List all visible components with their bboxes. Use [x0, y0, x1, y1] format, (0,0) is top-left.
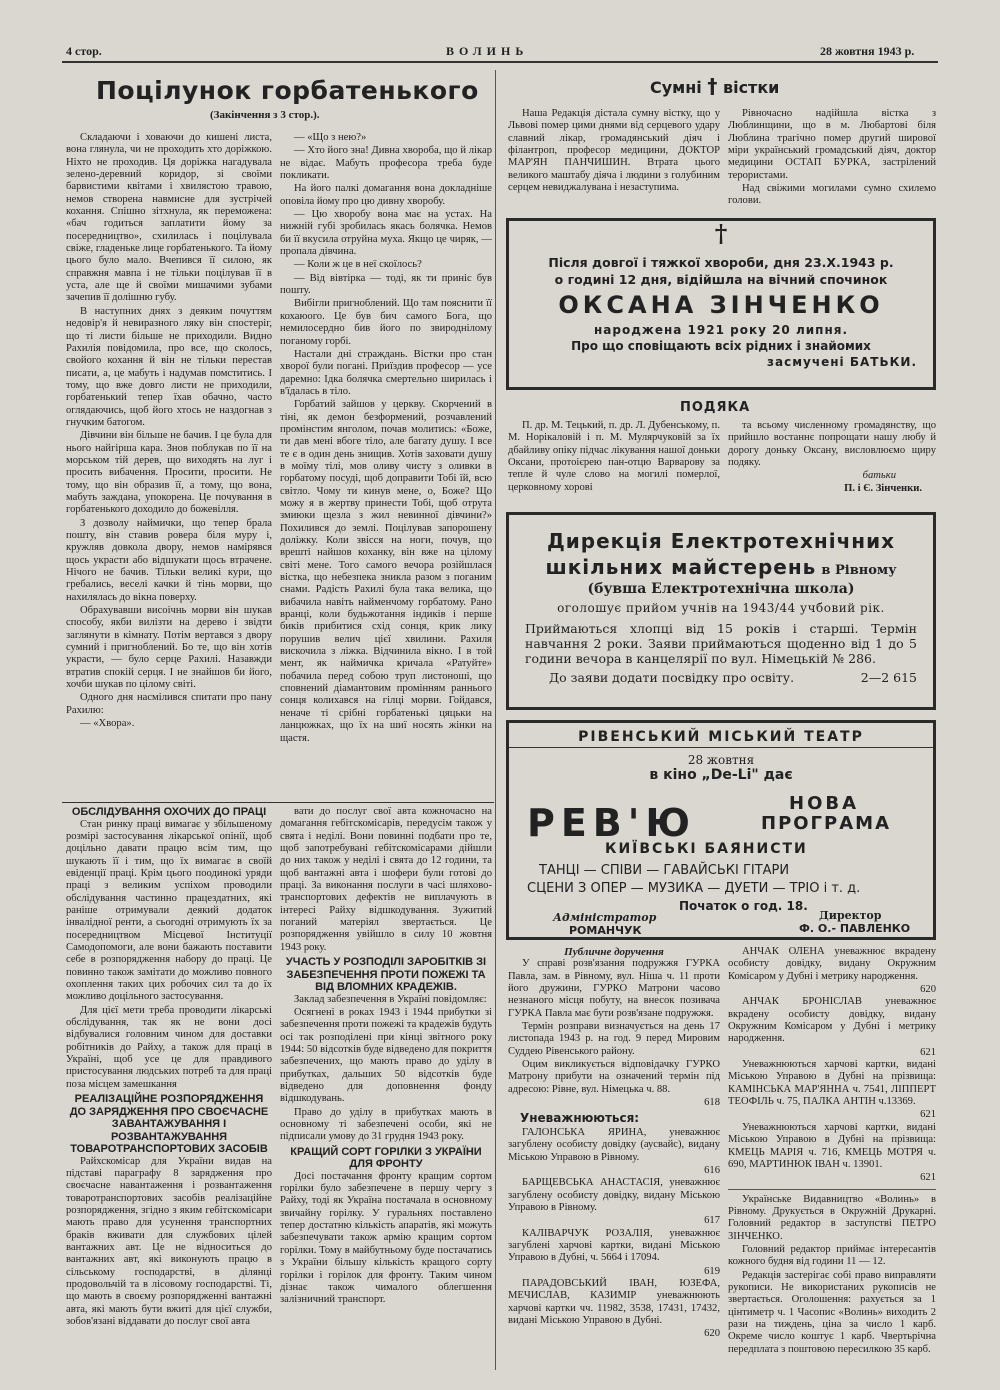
paragraph: вати до послуг свої авта кожночасно на домагання гебітскомісарів, передусім також у свята і неділі. Вони повинні подбати про те, щоб запотребувані гебітскомісарами дійшли до них також у неділі і свята до 12 години, та щоб вантажні авта і шофери були готові до праці. За виконання послуги в часі шляхово-транспортових дефектів не виплачують в інтересі Райху відшкодування. Зужитий поганий матеріял звертається. Це розпорядження увійшло в силу 10 жовтня 1943 року.: [280, 806, 492, 953]
paragraph: Дівчини він більше не бачив. І це була для нього найгірша кара. Знов поблукав по її на морськом тій дерев, що виходять на луг і просить вибачення. Просити, просити. Не тому, що він образив її, а тому, що вона, мабуть заждана, упокорена. Це почування в горбатенького доходило до божевілля.: [66, 430, 272, 516]
notices-column: Публичне доручення У справі розв'язання подружжя ГУРКА Павла, зам. в Рівному, вул. Ніша ч. 11 проти його дружини, ГУРКО Матрони часово незнаного місця побуту, на внесок позивача ГУРКА Павла має бути розв'язане подружжя. Термін розправи визначується на день 17 листопада 1943 р. на год. 9 перед Мировим Суддею Рівенського району. Оцим викликується відповідачку ГУРКО Матрону прибути на означений термін під адресою: Рівне, вул. Німецька ч. 88. 618 Уневажнюються: ГАЛОНСЬКА ЯРИНА, уневажнює загублену особисту довідку (аусвайс), видану Міською Управою в Рівному. 616 БАРЩЕВСЬКА АНАСТАСІЯ, уневажнює загублену особисту довідку, видану Міською Управою в Рівному. 617 КАЛІВАРЧУК РОЗАЛІЯ, уневажнює загублені харчові картки, видані Міською Управою в Дубні, ч. 5664 і 17094. 619 ПАРАДОВСЬКИЙ ІВАН, ЮЗЕФА, МЕЧИСЛАВ, КАЗИМІР уневажнюють харчові картки чч. 11982, 3538, 17431, 17432, видані Міською Управою в Дубні. 620: [508, 946, 720, 1340]
notice-code: 617: [704, 1215, 720, 1227]
page-number: 4 стор.: [66, 44, 102, 58]
paragraph: В наступних днях з деяким почуттям недовір'я й невиразного ляку він спостеріг, що ті листи більше не приходили. Видно Рахилія повідомила, про все, що сколось, свойого кохання й він не тільки перестав писати, а, це мабуть і надумав помститись. І тому, що вже довго листи не приходили, горбатенький тепер їхав обачно, часто оглядаючись, щоб його хтось не наздогнав з гнучким батогом.: [66, 305, 272, 428]
bottom-column-1: [66, 806, 272, 1376]
paragraph: Вибігли пригноблений. Що там пояснити її кохаюого. Це був бич самого Бога, що немилосердно бив його по звироднілому поганому горбі.: [280, 298, 492, 347]
paragraph: Термін розправи визначується на день 17 листопада 1943 р. на год. 9 перед Мировим Суддею Рівенського району.: [508, 1021, 720, 1057]
story-column-2: [280, 132, 492, 802]
notice-code: 621: [920, 1109, 936, 1121]
school-ad-box: Дирекція Електротехнічних шкільних майстерень в Рівному (бувша Електротехнічна школа) оголошує прийом учнів на 1943/44 учбовий рік. Приймаються хлопці від 15 років і старші. Термін навчання 2 роки. Заяви приймаються щоденно від 1 до 5 години вечора в канцелярії по вул. Німецькій № 286. До заяви додати посвідку про освіту. 2—2 615: [506, 512, 936, 710]
paragraph: — Від вівтірка — тоді, як ти приніс був пошту.: [280, 272, 492, 297]
header-rule: [62, 61, 938, 63]
paragraph: Райхскомісар для України видав на підставі параграфу 8 зарядження про своєчасне навантаження і розвантаження товаротранспортових засобів реалізаційне розпорядження, згідно з яким гебітскомісари мають право для усунення транспортних браків вживати для службових цілей вантажних авт. Це не відноситься до вантажних авт, які виконують працю в сільському господарстві, в ділянці продовольчій та в лісовому господарстві. Ті, що мають в своєму розпорядженні вантажні авта, які мають бути вжиті для цієї служби, зобов'язані віддавати до послуг свої авта: [66, 1155, 272, 1328]
issue-date: 28 жовтня 1943 р.: [820, 44, 915, 58]
story-end-rule: [62, 802, 494, 803]
sad-news-right: Рівночасно надійшла вістка з Люблинщини, що в м. Любартові біля Люблина трагічно помер другий ширової міри український громадський діяч, доктор медицини ОСТАП БУРКА, застрілений терористами. Над свіжими могилами сумно схилемо голови.: [728, 108, 936, 207]
paragraph: АНЧАК ОЛЕНА уневажнює вкрадену особисту довідку, видану Окружним Комісаром у Дубні і метрику народження.: [728, 946, 936, 982]
paragraph: БАРЩЕВСЬКА АНАСТАСІЯ, уневажнює загублену особисту довідку, видану Міською Управою в Рівному.: [508, 1177, 720, 1213]
paragraph: Обрахувавши висоічнь морви він шукав способу, якби вилізти на дерево і звідти заглянути в кімнату. Потім вертався з двору сумний і пригноблений. Бо те, що він хотів украсти, — було серце Рахилі. Назавжди втратив спокій серця. І не знайшов би його, хочби шукав по цілому світі.: [66, 605, 272, 691]
story-column-1: [66, 132, 272, 802]
paragraph: Досі постачання фронту кращим сортом горілки було забезпечене в першу чергу з Райху, тоді як Україна постачала в основному звичайну горілку. У гуральнях поставлено тепер достатню кількість апаратів, які можуть забезпечувати також армію кращим сортом горілки. Тому в майбутньому буде постачатись з України більшу кількість кращого сорту горілки і горілок для фронту. Таким чином дізнає також чималого облегшення залізничний транспорт.: [280, 1170, 492, 1306]
notices-column-right: [728, 946, 936, 1376]
notice-code: 619: [704, 1265, 720, 1277]
theatre-ad-box: РІВЕНСЬКИЙ МІСЬКИЙ ТЕАТР 28 жовтня в кіно „De-Li" дає РЕВ'Ю НОВА ПРОГРАМА КИЇВСЬКІ БАЯНИСТИ ТАНЦІ — СПІВИ — ГАВАЙСЬКІ ГІТАРИ СЦЕНИ З ОПЕР — МУЗИКА — ДУЕТИ — ТРІО і т. д. Початок о год. 18. Адміністратор РОМАНЧУК Директор Ф. О.- ПАВЛЕНКО: [506, 720, 936, 940]
paragraph: — Цю хворобу вона має на устах. На нижній губі зробилась якась болячка. Немов би її вкусила отруйна муха. Якщо це чиряк, — пропала дівчина.: [280, 209, 492, 258]
paragraph: Для цієї мети треба проводити лікарські обслідування, так як не вони досі відбувалися головним чином для доставки робітників до Райху, а також для праці в Україні, щоб усе це для правдивого пристосування людських потреб та для праці поза місцем замешкання: [66, 1004, 272, 1090]
paragraph: Осягнені в роках 1943 і 1944 прибутки зі забезпечення проти пожежі та крадежів будуть осі так розподілені при кінці звітного року 1944: 50 відсотків буде відведено для покриття забезпечених, що мають право до уділу в прибутках, дальших 50 відсотків буде відведено для доповнення фонду відшкодувань.: [280, 1006, 492, 1105]
cross-icon: †: [707, 74, 718, 98]
thanks-title: ПОДЯКА: [680, 400, 751, 415]
article-title: КРАЩИЙ СОРТ ГОРІЛКИ З УКРАЇНИ ДЛЯ ФРОНТУ: [290, 1145, 482, 1171]
notice-code: 620: [704, 1328, 720, 1340]
paragraph: — Хто його зна! Дивна хвороба, що й лікар не відає. Мабуть професора треба буде покликати.: [280, 145, 492, 182]
paragraph: Редакція застерігає собі право виправляти рукописи. Не використаних рукописів не звертається. Оголошення: рахується за 1 цінтиметр ч. 1 Часопис «Волинь» виходить 2 рази на тиждень, ціна за число 1 карб. Окреме число коштує 1 карб. Чвертьрічна передплата з поштовою пересилкою 35 карб.: [728, 1269, 936, 1355]
paragraph: Заклад забезпечення в Україні повідомляє:: [294, 993, 487, 1005]
cross-icon: †: [714, 219, 728, 248]
obituary-box: [506, 218, 936, 390]
paragraph: ГАЛОНСЬКА ЯРИНА, уневажнює загублену особисту довідку (аусвайс), видану Міською Управою в Рівному.: [508, 1126, 720, 1163]
article-title: ОБСЛІДУВАННЯ ОХОЧИХ ДО ПРАЦІ: [71, 806, 267, 818]
story-subtitle: (Закінчення з 3 стор.).: [210, 109, 320, 121]
notice-code: 620: [920, 984, 936, 996]
obituary-line: народжена 1921 року 20 липня.: [593, 323, 849, 337]
obituary-line: Після довгої і тяжкої хвороби, дня 23.X.1943 р.: [548, 255, 894, 270]
paragraph: АНЧАК БРОНІСЛАВ уневажнює вкрадену особисту довідку, видану Окружним Комісаром у Дубні і метрику народження.: [728, 996, 936, 1045]
notice-code: 621: [920, 1046, 936, 1058]
thanks-right: та всьому численному громадянству, що прийшло востаннє попрощати нашу любу й дорогу доньку Оксану, висловлюємо щиру подяку. батьки П. і Є. Зінченки.: [728, 420, 936, 494]
paragraph: Українське Видавництво «Волинь» в Рівному. Друкується в Окружній Друкарні. Головний редактор в заступстві ПЕТРО ЗІНЧЕНКО.: [728, 1193, 936, 1242]
bottom-column-2: [280, 806, 492, 1376]
paragraph: КАЛІВАРЧУК РОЗАЛІЯ, уневажнює загублені харчові картки, видані Міською Управою в Дубні, ч. 5664 і 17094.: [508, 1227, 720, 1264]
paragraph: У справі розв'язання подружжя ГУРКА Павла, зам. в Рівному, вул. Ніша ч. 11 проти його дружини, ГУРКО Матрони часово незнаного місця побуту, на внесок позивача ГУРКА Павла має бути розв'язане подружжя.: [508, 958, 720, 1019]
paper-name: ВОЛИНЬ: [446, 44, 529, 58]
paragraph: Головний редактор приймає інтересантів кожного будня від години 11 — 12.: [728, 1243, 936, 1268]
theatre-title: РІВЕНСЬКИЙ МІСЬКИЙ ТЕАТР: [578, 729, 864, 745]
article-title: РЕАЛІЗАЦІЙНЕ РОЗПОРЯДЖЕННЯ ДО ЗАРЯДЖЕННЯ ПРО СВОЄЧАСНЕ ЗАВАНТАЖУВАННЯ І РОЗВАНТАЖУВАННЯ ТОВАРОТРАНСПОРТОВИХ ЗАСОБІВ: [69, 1093, 269, 1156]
paragraph: ПАРАДОВСЬКИЙ ІВАН, ЮЗЕФА, МЕЧИСЛАВ, КАЗИМІР уневажнюють харчові картки чч. 11982, 3538, 17431, 17432, видані Міською Управою в Дубні.: [508, 1277, 720, 1326]
paragraph: Одного дня насмілився спитати про пану Рахилю:: [66, 692, 272, 716]
revue-title: РЕВ'Ю: [527, 801, 697, 845]
paragraph: Уневажнюються харчові картки, видані Міською Управою в Дубні на прізвища: КАМІНСЬКА МАР'ЯННА ч. 7541, ЛІППЕРТ ТЕОФІЛЬ ч. 75, ПАЛКА АНТІН ч.13369.: [728, 1059, 936, 1108]
paragraph: Горбатий зайшов у церкву. Скорчений в тіні, як демон безформений, розчавлений промінстим янголом, почав молитись: «Боже, ти дав мені вбоге тіло, але багату душу. І все те є в один день знищив. Хотів заховати душу в моїму тілі, мов оливу чисту з оливки в горбатому посуді, щоб доправити Тобі їй, всю світло. Чому ти кинув мене, о, Боже? Що можу я в жертву принести Тобі, щоб отрута змиюки щезла з жил невинної дівчини?» Похилився до землі. Поцілував запорошену доліжку. Коли звісся на ноги, почув, що врешті найшов коханку, він вже на цілому світі мене. Того самого вечора розійшлася вістка, що небезпека зникла разом з поганим снами. Радість Рахилі була така велика, що вибачила навіть найменчому горбатому. Рано вранці, коли будьжотання індиків і перше биків прибитися схід сонця, крик лику порушив велич цієї хвилини. Рахиля вискочила з ліжка. Відчинила вікно. І в той мент, як наймичка кричала «Ратуйте» побачила перед собою труп листоноші, що сповнений діамантовим промінням раннього сонця колихався на гілці морви. Гойдався, неначе ті срібні горбатенькі цяцьки на ланцюжках, що їх на шиї носять жінки на щастя.: [280, 399, 492, 744]
paragraph: — «Хвора».: [80, 718, 135, 730]
notice-code: 621: [920, 1172, 936, 1184]
obituary-line: Про що сповіщають всіх рідних і знайомих: [571, 339, 871, 353]
paragraph: — «Що з нею?»: [294, 132, 367, 143]
paragraph: Складаючи і ховаючи до кишені листа, вона глянула, чи не проходить хто доріжкою. Ніхто не проходив. Ця доріжка нагадувала зелено-деревний коридор, зі своїми барвистими квітами і хвилястою травою, немов створена навмисне для зустрічей кохання. Спішно зітхнула, як переможена: «бач годиться заплатити йому за посередництво», схилилась і поцілувала свіже, гладеньке лице горбатенького. Та йому цього було мало. Вчепився її силою, як справжня мавпа і не тільки поцілував її в уста, але ще й своїми мишачими зубами зачепив її долішню губу.: [66, 132, 272, 304]
paragraph: — Коли ж це в неї скоїлось?: [294, 259, 422, 271]
school-ad-title: Дирекція Електротехнічних: [546, 529, 896, 553]
paragraph: Настали дні страждань. Вістки про стан хворої були погані. Приїздив професор — усе даремно: Ідка болячка смертельно ширилась і в'їдалась в тіло.: [280, 348, 492, 397]
center-rule: [495, 70, 496, 1370]
sad-news-left: Наша Редакція дістала сумну вістку, що у Львові помер цими днями від серцевого удару славний лікар, громадянський діяч і філантроп, професор медицини, ДОКТОР МАР'ЯН ПАНЧИШИН. Втрата цього великого маштабу діяча і людини з голубиним серцем невиджалувана і незаступима.: [508, 108, 720, 194]
paragraph: На його палкі домагання вона докладніше оповіла йому про цю дивну хворобу.: [280, 183, 492, 207]
paragraph: З дозволу наймички, що тепер брала пошту, він ставив ровера біля муру і, кружляв довкола двору, немов намірявся щось украсти або відшукати щось втрачене. Нічого не бачив. Тільки великі кури, що гребались, веселі качки й тінь морви, що нахилялась до вікна поверху.: [66, 517, 272, 603]
sad-news-title: Сумні † вістки: [650, 74, 780, 98]
thanks-left: П. др. М. Тецький, п. др. Л. Дубенському, п. М. Норікаловій і п. М. Мулярчуковій за їх дбайливу опіку підчас лікування нашої доньки Оксани, протоієрею пан-отцю Варварову за тепле й чуле слово на могилі померлої, церковному хорові: [508, 420, 720, 493]
paragraph: Право до уділу в прибутках мають в основному ті забезпечені особи, які не підписали умову до 31 грудня 1943 року.: [280, 1106, 492, 1143]
obituary-line: засмучені БАТЬКИ.: [767, 355, 917, 369]
obituary-line: о годині 12 дня, відійшла на вічний спочинок: [554, 272, 888, 287]
paragraph: Уневажнюються харчові картки, видані Міською Управою в Дубні на прізвища: КМЕЦЬ МАРІЯ ч. 716, КМЕЦЬ МОТРЯ ч. 690, МАРТИНЮК ІВАН ч. 13901.: [728, 1121, 936, 1170]
article-title: УЧАСТЬ У РОЗПОДІЛІ ЗАРОБІТКІВ ЗІ ЗАБЕЗПЕЧЕННЯ ПРОТИ ПОЖЕЖІ ТА ВІД ВЛОМНИХ КРАДЕЖІВ.: [285, 956, 487, 994]
notice-code: 616: [704, 1164, 720, 1176]
paragraph: Стан ринку праці вимагає у збільшеному розмірі застосування лікарської опінії, щоб доцільно давати працю всім тим, що шукають її і тим, що їх вимагає в своїй евіденції праці. Крім цього поодинокі уряди праці з великим успіхом проводили обслідування частинно працездатних, які раніше отримували деякий додаток інвалідної ренти, а сьогодні отримують їх за посередництвом Місцевої Інституції Самодопомоги, але вони бажають поставити себе в розпорядження набору до праці. Це повинно також замітати до можливо повного охоплення таких цих робочих сил та до їх можливо доцільного застосування.: [66, 818, 272, 1003]
paragraph: Оцим викликується відповідачку ГУРКО Матрону прибути на означений термін під адресою: Рівне, вул. Німецька ч. 88.: [508, 1059, 720, 1095]
obituary-name: ОКСАНА ЗІНЧЕНКО: [558, 291, 884, 319]
story-title: Поцілунок горбатенького: [96, 76, 479, 105]
